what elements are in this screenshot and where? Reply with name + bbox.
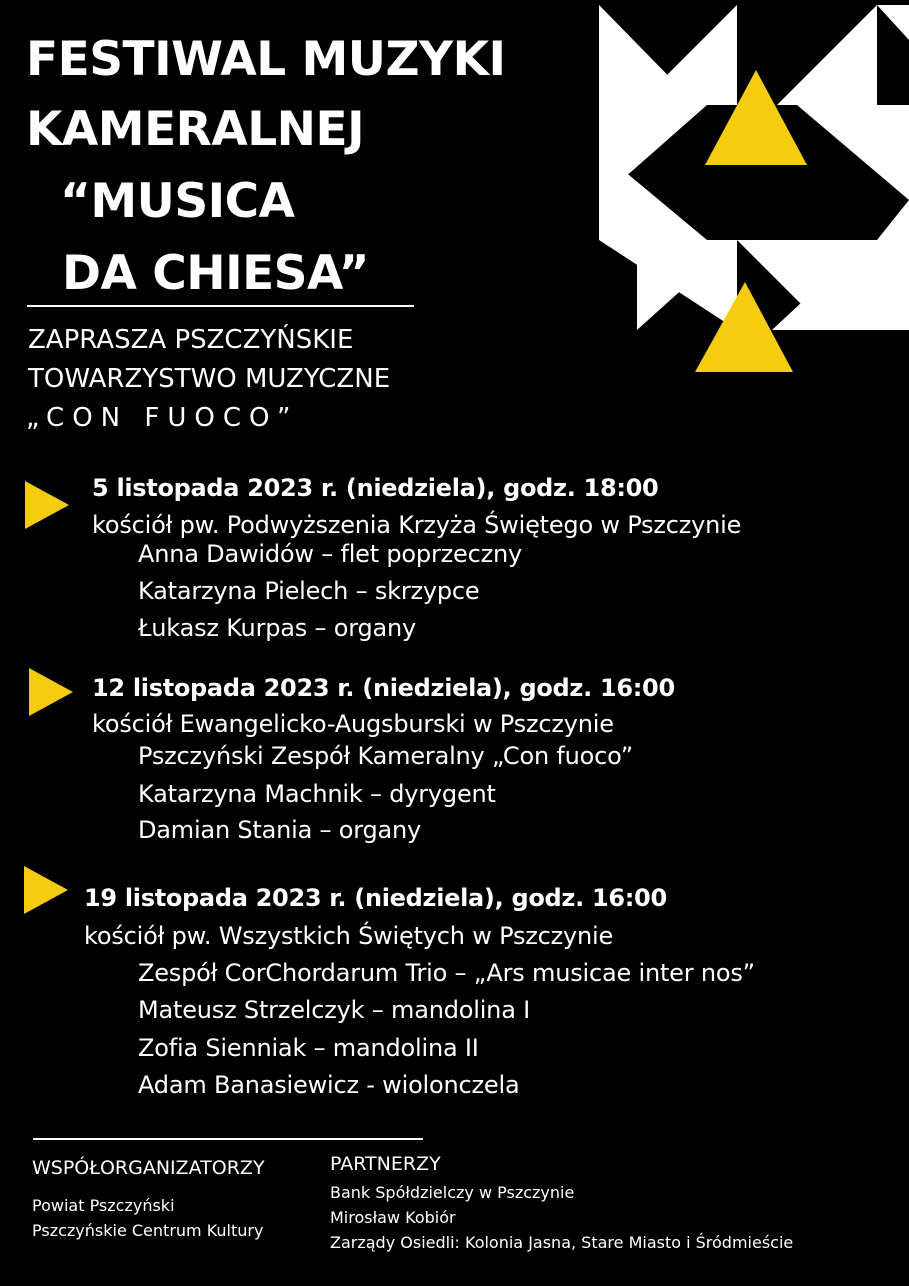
event-venue: kościół Ewangelicko-Augsburski w Pszczynie — [92, 710, 614, 738]
play-triangle-icon — [29, 668, 73, 716]
play-triangle-icon — [25, 481, 69, 529]
event-performer: Zofia Sienniak – mandolina II — [138, 1034, 479, 1062]
page-title-line-1: FESTIWAL MUZYKI — [26, 32, 506, 87]
geometric-pattern-icon — [597, 0, 909, 380]
event-performer: Pszczyński Zespół Kameralny „Con fuoco” — [138, 742, 633, 770]
coorganizer-item: Pszczyńskie Centrum Kultury — [32, 1221, 264, 1240]
partners-heading: PARTNERZY — [330, 1153, 441, 1175]
coorganizers-heading: WSPÓŁORGANIZATORZY — [32, 1157, 265, 1179]
footer-divider — [33, 1138, 423, 1140]
event-performer: Mateusz Strzelczyk – mandolina I — [138, 996, 531, 1024]
partner-item: Mirosław Kobiór — [330, 1208, 456, 1227]
event-performer: Zespół CorChordarum Trio – „Ars musicae inter nos” — [138, 959, 755, 987]
event-performer: Adam Banasiewicz - wiolonczela — [138, 1071, 520, 1099]
event-date: 12 listopada 2023 r. (niedziela), godz. 16:00 — [92, 674, 675, 702]
partner-item: Zarządy Osiedli: Kolonia Jasna, Stare Miasto i Śródmieście — [330, 1233, 794, 1252]
event-date: 5 listopada 2023 r. (niedziela), godz. 18:00 — [92, 474, 659, 502]
subtitle-line-3: „CON FUOCO” — [26, 403, 299, 433]
partner-item: Bank Spółdzielczy w Pszczynie — [330, 1183, 575, 1202]
subtitle-line-2: TOWARZYSTWO MUZYCZNE — [28, 364, 391, 394]
page-title-line-3: “MUSICA — [60, 174, 295, 229]
title-underline — [27, 305, 414, 307]
event-performer: Łukasz Kurpas – organy — [138, 614, 417, 642]
event-venue: kościół pw. Wszystkich Świętych w Pszczynie — [84, 922, 614, 950]
coorganizer-item: Powiat Pszczyński — [32, 1196, 175, 1215]
event-venue: kościół pw. Podwyższenia Krzyża Świętego w Pszczynie — [92, 511, 742, 539]
event-performer: Katarzyna Pielech – skrzypce — [138, 577, 480, 605]
page-title-line-2: KAMERALNEJ — [26, 102, 365, 157]
event-performer: Damian Stania – organy — [138, 816, 422, 844]
event-performer: Anna Dawidów – flet poprzeczny — [138, 540, 522, 568]
event-date: 19 listopada 2023 r. (niedziela), godz. 16:00 — [84, 884, 667, 912]
play-triangle-icon — [24, 866, 68, 914]
subtitle-line-1: ZAPRASZA PSZCZYŃSKIE — [28, 325, 354, 355]
event-performer: Katarzyna Machnik – dyrygent — [138, 780, 496, 808]
page-title-line-4: DA CHIESA” — [62, 246, 369, 301]
